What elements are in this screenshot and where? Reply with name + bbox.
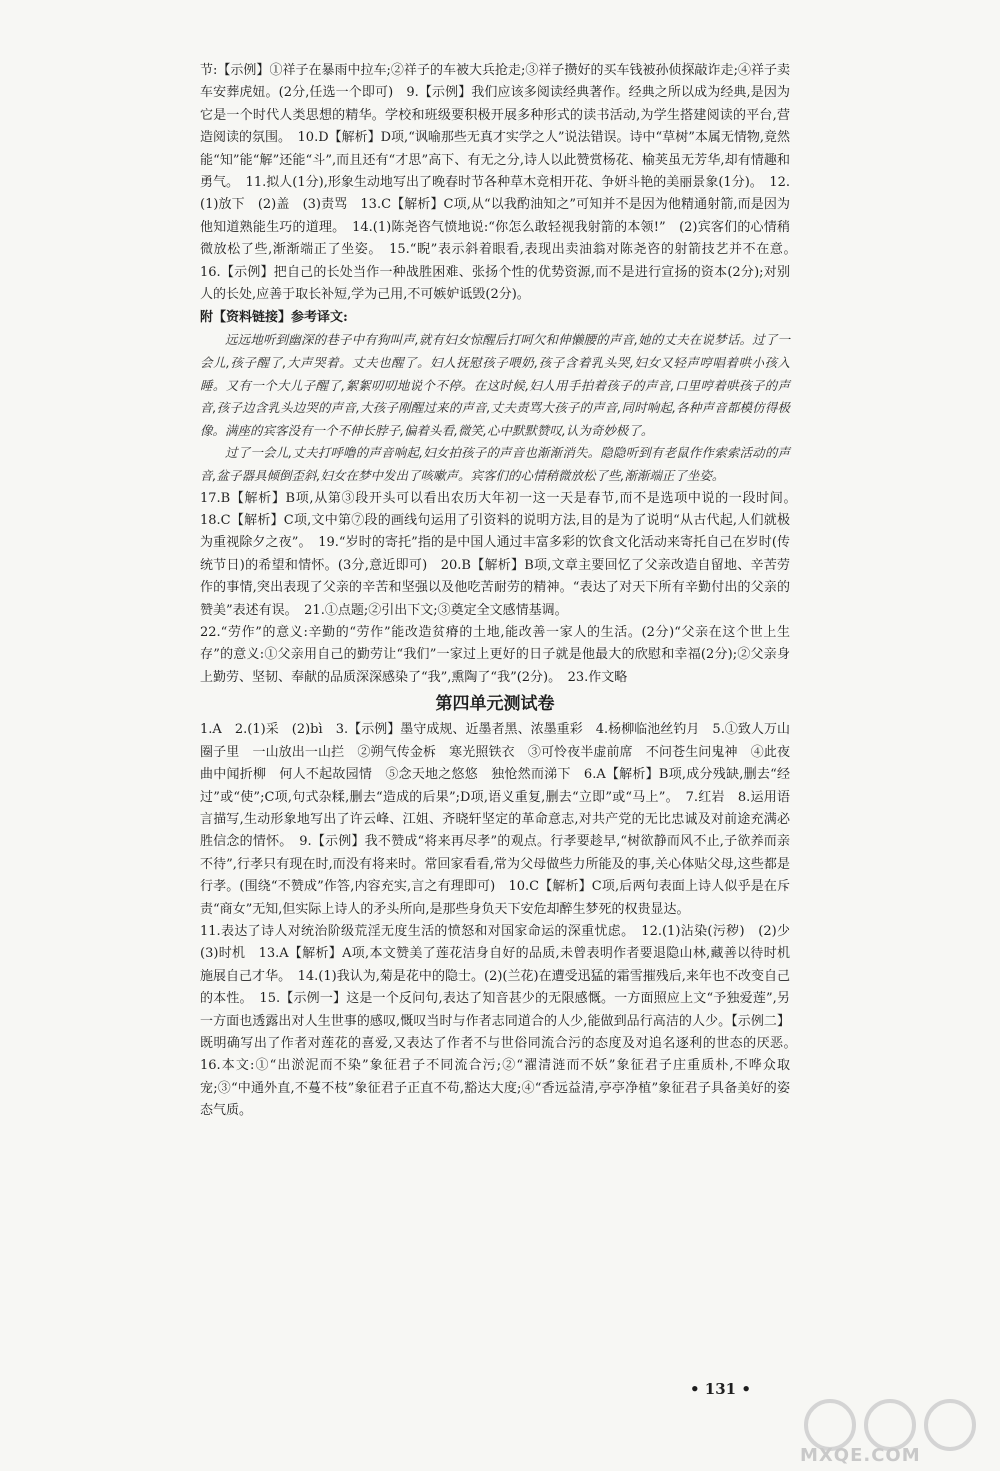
- answer-paragraph: 22.“劳作”的意义:辛勤的“劳作”能改造贫瘠的土地,能改善一家人的生活。(2分)“父亲在这个世上生存”的意义:①父亲用自己的勤劳让“我们”一家过上更好的日子就是他最大的欣慰和幸福(2分);②父亲身上勤劳、坚韧、奉献的品质深深感染了“我”,熏陶了“我”(2分)。 23.作文略: [200, 625, 790, 685]
- page-number: • 131 •: [690, 1380, 751, 1398]
- answers-section-unit3: [200, 60, 804, 306]
- page-content: [200, 60, 804, 1123]
- answer-paragraph: 1.A 2.(1)采 (2)bì 3.【示例】墨守成规、近墨者黑、浓墨重彩 4.杨柳临池丝钓月 5.①致人万山圈子里 一山放出一山拦 ②朔气传金柝 寒光照铁衣 ③可怜夜半虚前席 不问苍生问鬼神 ④此夜曲中闻折柳 何人不起故园情 ⑤念天地之悠悠 独怆然而涕下 6.A【解析】B项,成分残缺,删去“经过”或“使”;C项,句式杂糅,删去“造成的后果”;D项,语义重复,删去“立即”或“马上”。 7.红岩 8.运用语言描写,生动形象地写出了许云峰、江姐、齐晓轩坚定的革命意志,对共产党的无比忠诚及对前途充满必胜信念的情怀。 9.【示例】我不赞成“将来再尽孝”的观点。行孝要趁早,“树欲静而风不止,子欲养而亲不待”,行孝只有现在时,而没有将来时。常回家看看,常为父母做些力所能及的事,关心体贴父母,这些都是行孝。(围绕“不赞成”作答,内容充实,言之有理即可) 10.C【解析】C项,后两句表面上诗人似乎是在斥责“商女”无知,但实际上诗人的矛头所向,是那些身负天下安危却醉生梦死的权贵显达。: [200, 722, 790, 917]
- appendix-title: 附【资料链接】参考译文:: [200, 310, 348, 326]
- answer-paragraph: 节:【示例】①祥子在暴雨中拉车;②祥子的车被大兵抢走;③祥子攒好的买车钱被孙侦探敲诈走;④祥子卖车安葬虎妞。(2分,任选一个即可) 9.【示例】我们应该多阅读经典著作。经典之所以成为经典,是因为它是一个时代人类思想的精华。学校和班级要积极开展多种形式的读书活动,为学生搭建阅读的平台,营造阅读的氛围。 10.D【解析】D项,“讽喻那些无真才实学之人”说法错误。诗中“草树”本属无情物,竟然能“知”能“解”还能“斗”,而且还有“才思”高下、有无之分,诗人以此赞赏杨花、榆荚虽无芳华,却有情趣和勇气。 11.拟人(1分),形象生动地写出了晚春时节各种草木竞相开花、争妍斗艳的美丽景象(1分)。 12.(1)放下 (2)盖 (3)责骂 13.C【解析】C项,从“以我酌油知之”可知并不是因为他精通射箭,而是因为他知道熟能生巧的道理。 14.(1)陈尧咨气愤地说:“你怎么敢轻视我射箭的本领!” (2)宾客们的心情稍微放松了些,渐渐端正了坐姿。 15.“睨”表示斜着眼看,表现出卖油翁对陈尧咨的射箭技艺并不在意。 16.【示例】把自己的长处当作一种战胜困难、张扬个性的优势资源,而不是进行宣扬的资本(2分);对别人的长处,应善于取长补短,学为己用,不可嫉妒诋毁(2分)。: [200, 63, 804, 303]
- answers-section-unit4: [200, 719, 804, 1122]
- translation-paragraph: 过了一会儿,丈夫打呼噜的声音响起,妇女拍孩子的声音也渐渐消失。隐隐听到有老鼠作作索索活动的声音,盆子器具倾倒歪斜,妇女在梦中发出了咳嗽声。宾客们的心情稍微放松了些,渐渐端正了坐姿。: [200, 445, 790, 484]
- reference-translation: [200, 329, 790, 487]
- answers-section-reading: [200, 488, 804, 690]
- watermark-text: MXQE.COM: [800, 1445, 921, 1466]
- unit-title: 第四单元测试卷: [435, 694, 555, 715]
- answer-paragraph: 11.表达了诗人对统治阶级荒淫无度生活的愤怒和对国家命运的深重忧虑。 12.(1)沾染(污秽) (2)少 (3)时机 13.A【解析】A项,本文赞美了莲花洁身自好的品质,未曾表明作者要退隐山林,藏善以待时机施展自己才华。 14.(1)我认为,菊是花中的隐士。(2)(兰花)在遭受迅猛的霜雪摧残后,来年也不改变自己的本性。 15.【示例一】这是一个反问句,表达了知音甚少的无限感慨。一方面照应上文“予独爱莲”,另一方面也透露出对人生世事的感叹,慨叹当时与作者志同道合的人少,能做到品行高洁的人少。【示例二】既明确写出了作者对莲花的喜爱,又表达了作者不与世俗同流合污的态度及对追名逐利的世态的厌恶。 16.本文:①“出淤泥而不染”象征君子不同流合污;②“濯清涟而不妖”象征君子庄重质朴,不哗众取宠;③“中通外直,不蔓不枝”象征君子正直不苟,豁达大度;④“香远益清,亭亭净植”象征君子具备美好的姿态气质。: [200, 923, 804, 1119]
- translation-paragraph: 远远地听到幽深的巷子中有狗叫声,就有妇女惊醒后打呵欠和伸懒腰的声音,她的丈夫在说梦话。过了一会儿,孩子醒了,大声哭着。丈夫也醒了。妇人抚慰孩子喂奶,孩子含着乳头哭,妇女又轻声哼唱着哄小孩入睡。又有一个大儿子醒了,絮絮叨叨地说个不停。在这时候,妇人用手拍着孩子的声音,口里哼着哄孩子的声音,孩子边含乳头边哭的声音,大孩子刚醒过来的声音,丈夫责骂大孩子的声音,同时响起,各种声音都模仿得极像。满座的宾客没有一个不伸长脖子,偏着头看,微笑,心中默默赞叹,认为奇妙极了。: [200, 332, 790, 438]
- answer-paragraph: 17.B【解析】B项,从第③段开头可以看出农历大年初一这一天是春节,而不是选项中说的一段时间。 18.C【解析】C项,文中第⑦段的画线句运用了引资料的说明方法,目的是为了说明“从古代起,人们就极为重视除夕之夜”。 19.“岁时的寄托”指的是中国人通过丰富多彩的饮食文化活动来寄托自己在岁时(传统节日)的希望和情怀。(3分,意近即可) 20.B【解析】B项,文章主要回忆了父亲改造自留地、辛苦劳作的事情,突出表现了父亲的辛苦和坚强以及他吃苦耐劳的精神。“表达了对天下所有辛勤付出的父亲的赞美”表述有误。 21.①点题;②引出下文;③奠定全文感情基调。: [200, 490, 804, 618]
